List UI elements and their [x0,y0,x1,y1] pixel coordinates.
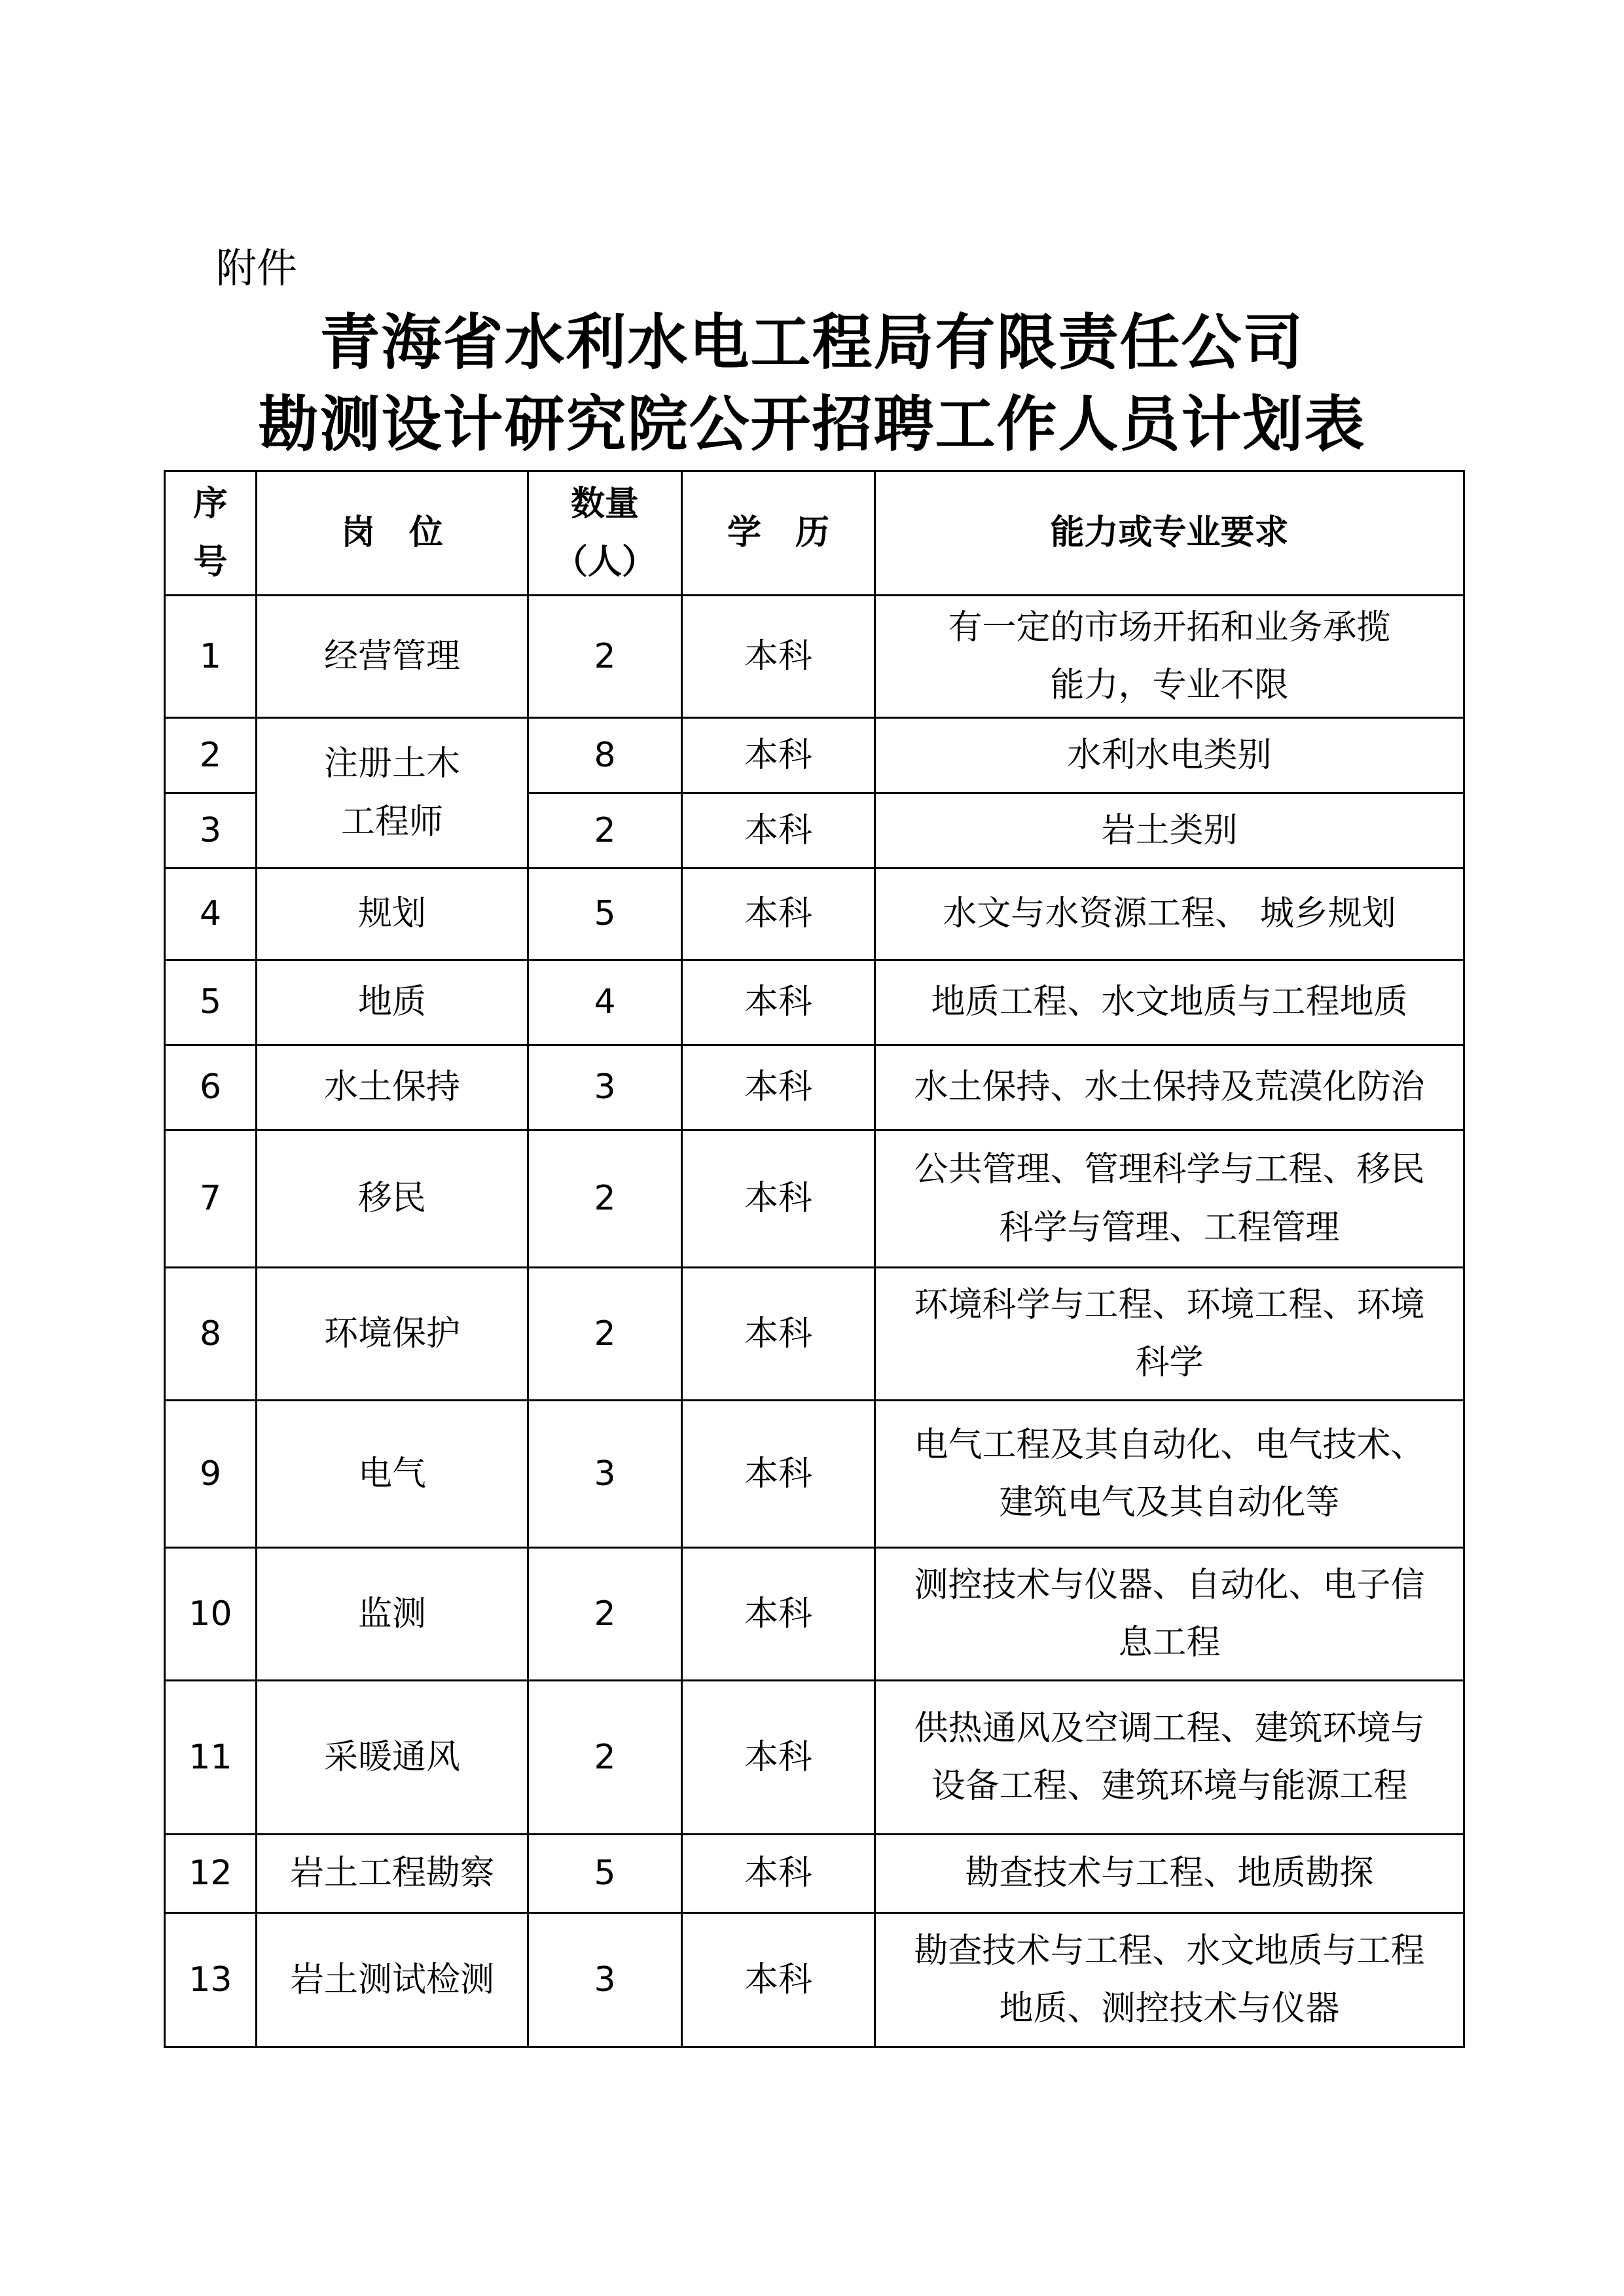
cell-position: 经营管理 [257,596,528,718]
cell-position: 监测 [257,1548,528,1681]
attachment-label: 附件 [216,244,298,292]
cell-position: 环境保护 [257,1268,528,1401]
cell-education: 本科 [682,1401,875,1548]
cell-requirements: 地质工程、水文地质与工程地质 [875,960,1464,1045]
requirements-line-2: 科学与管理、工程管理 [999,1208,1340,1247]
cell-requirements [875,1681,1464,1835]
requirements-line-2: 设备工程、建筑环境与能源工程 [931,1767,1408,1806]
table-row [165,1130,1464,1268]
requirements-line-2: 地质、测控技术与仪器 [999,1989,1340,2028]
cell-seq: 5 [165,960,257,1045]
cell-position [257,718,528,869]
cell-education: 本科 [682,1835,875,1913]
cell-requirements: 岩土类别 [875,793,1464,869]
requirements-line-1: 电气工程及其自动化、电气技术、 [914,1425,1425,1465]
cell-position: 水土保持 [257,1045,528,1130]
header-seq [165,471,257,596]
requirements-line-1: 公共管理、管理科学与工程、移民 [914,1150,1425,1190]
requirements-line-1: 环境科学与工程、环境工程、环境 [914,1285,1425,1325]
header-count-line-1: 数量 [570,484,639,524]
table-row [165,1268,1464,1401]
cell-education: 本科 [682,1548,875,1681]
table-row [165,1835,1464,1913]
cell-seq: 1 [165,596,257,718]
cell-requirements [875,1913,1464,2047]
table-row [165,960,1464,1045]
cell-position: 采暖通风 [257,1681,528,1835]
position-line-1: 注册土木 [323,744,460,784]
recruitment-plan-table [164,470,1465,2048]
cell-seq: 8 [165,1268,257,1401]
table-row [165,1045,1464,1130]
cell-count: 2 [528,793,682,869]
cell-count: 2 [528,596,682,718]
position-line-2: 工程师 [340,802,443,842]
cell-requirements [875,1268,1464,1401]
cell-seq: 3 [165,793,257,869]
cell-count: 3 [528,1401,682,1548]
cell-position: 移民 [257,1130,528,1268]
header-position: 岗 位 [257,471,528,596]
table-header-row [165,471,1464,596]
header-count [528,471,682,596]
cell-position: 地质 [257,960,528,1045]
cell-requirements: 水文与水资源工程、 城乡规划 [875,869,1464,960]
table-row [165,1548,1464,1681]
requirements-line-2: 息工程 [1118,1623,1221,1662]
cell-count: 8 [528,718,682,793]
requirements-line-1: 有一定的市场开拓和业务承揽 [948,607,1391,647]
table-row [165,869,1464,960]
requirements-line-2: 建筑电气及其自动化等 [999,1483,1340,1522]
table-row [165,1401,1464,1548]
cell-requirements [875,1401,1464,1548]
cell-requirements: 水土保持、水土保持及荒漠化防治 [875,1045,1464,1130]
requirements-line-2: 能力，专业不限 [1050,666,1289,705]
cell-count: 2 [528,1548,682,1681]
cell-seq: 13 [165,1913,257,2047]
cell-education: 本科 [682,596,875,718]
cell-education: 本科 [682,1681,875,1835]
cell-seq: 10 [165,1548,257,1681]
document-title-line-2: 勘测设计研究院公开招聘工作人员计划表 [258,389,1366,459]
cell-requirements: 水利水电类别 [875,718,1464,793]
cell-position: 岩土测试检测 [257,1913,528,2047]
cell-requirements [875,596,1464,718]
table-row [165,718,1464,793]
cell-requirements: 勘查技术与工程、地质勘探 [875,1835,1464,1913]
cell-count: 5 [528,869,682,960]
cell-count: 2 [528,1268,682,1401]
cell-seq: 4 [165,869,257,960]
cell-education: 本科 [682,869,875,960]
table-row [165,1913,1464,2047]
cell-position: 规划 [257,869,528,960]
cell-seq: 12 [165,1835,257,1913]
header-education: 学 历 [682,471,875,596]
cell-count: 4 [528,960,682,1045]
cell-requirements [875,1130,1464,1268]
header-count-line-2: （人） [553,542,656,582]
requirements-line-1: 供热通风及空调工程、建筑环境与 [914,1708,1425,1748]
cell-position: 电气 [257,1401,528,1548]
cell-education: 本科 [682,718,875,793]
cell-education: 本科 [682,1268,875,1401]
cell-count: 3 [528,1913,682,2047]
cell-seq: 2 [165,718,257,793]
cell-seq: 6 [165,1045,257,1130]
cell-education: 本科 [682,793,875,869]
cell-count: 2 [528,1681,682,1835]
cell-count: 2 [528,1130,682,1268]
cell-education: 本科 [682,1913,875,2047]
requirements-line-1: 勘查技术与工程、水文地质与工程 [914,1931,1425,1971]
header-seq-line-2: 号 [193,542,228,582]
header-seq-line-1: 序 [193,484,228,524]
requirements-line-2: 科学 [1135,1343,1204,1382]
cell-education: 本科 [682,960,875,1045]
cell-position: 岩土工程勘察 [257,1835,528,1913]
cell-seq: 7 [165,1130,257,1268]
cell-count: 5 [528,1835,682,1913]
requirements-line-1: 测控技术与仪器、自动化、电子信 [914,1565,1425,1605]
table-row [165,596,1464,718]
cell-requirements [875,1548,1464,1681]
document-title-line-1: 青海省水利水电工程局有限责任公司 [319,307,1305,378]
header-requirements: 能力或专业要求 [875,471,1464,596]
cell-count: 3 [528,1045,682,1130]
cell-education: 本科 [682,1130,875,1268]
cell-seq: 11 [165,1681,257,1835]
cell-seq: 9 [165,1401,257,1548]
table-row [165,1681,1464,1835]
cell-education: 本科 [682,1045,875,1130]
